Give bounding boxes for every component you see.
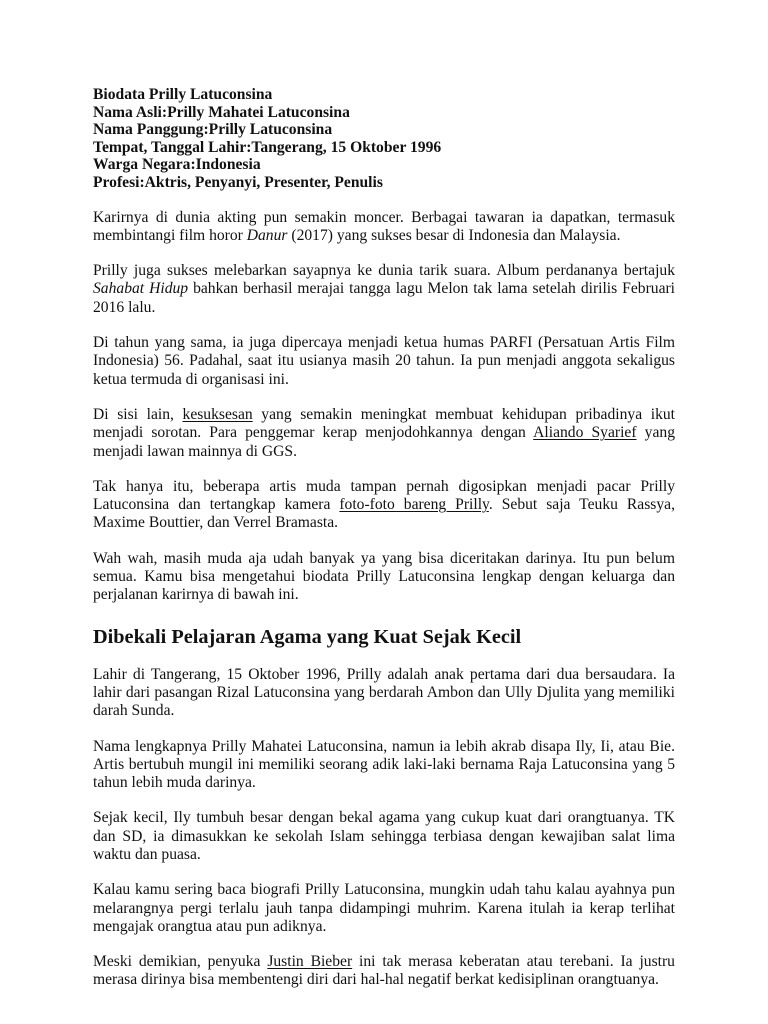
paragraph-religion: Sejak kecil, Ily tumbuh besar dengan bekal agama yang cukup kuat dari orangtuanya. TK dan SD, ia dimasukkan ke sekolah Islam sehingga terbiasa dengan kewajiban salat lima waktu dan puasa.	[93, 809, 675, 863]
biodata-block	[93, 86, 675, 192]
biodata-title: Biodata Prilly Latuconsina	[93, 86, 273, 103]
link-kesuksesan[interactable]: kesuksesan	[182, 405, 253, 423]
film-title: Danur	[246, 226, 288, 244]
biodata-stage-name: Nama Panggung:Prilly Latuconsina	[93, 121, 333, 139]
paragraph-rumors: Tak hanya itu, beberapa artis muda tampan pernah digosipkan menjadi pacar Prilly Latuconsina dan tertangkap kamera foto-foto bareng Prilly. Sebut saja Teuku Rassya, Maxime Bouttier, dan Verrel Bramasta.	[93, 477, 675, 532]
biodata-birth: Tempat, Tanggal Lahir:Tangerang, 15 Oktober 1996	[93, 138, 442, 156]
biodata-real-name: Nama Asli:Prilly Mahatei Latuconsina	[93, 103, 350, 121]
paragraph-spotlight: Di sisi lain, kesuksesan yang semakin meningkat membuat kehidupan pribadinya ikut menjadi sorotan. Para penggemar kerap menjodohkannya dengan Aliando Syarief yang menjadi lawan mainnya di GGS.	[93, 405, 675, 460]
paragraph-career: Karirnya di dunia akting pun semakin moncer. Berbagai tawaran ia dapatkan, termasuk membintangi film horor Danur (2017) yang sukses besar di Indonesia dan Malaysia.	[93, 208, 675, 244]
link-justin-bieber[interactable]: Justin Bieber	[267, 953, 353, 971]
link-aliando-syarief[interactable]: Aliando Syarief	[533, 424, 637, 442]
biodata-citizenship: Warga Negara:Indonesia	[93, 156, 261, 174]
paragraph-discipline: Meski demikian, penyuka Justin Bieber ini tak merasa keberatan atau terebani. Ia justru merasa dirinya bisa membentengi diri dari hal-hal negatif berkat kedisiplinan orangtuanya.	[93, 953, 675, 989]
paragraph-transition: Wah wah, masih muda aja udah banyak ya yang bisa diceritakan darinya. Itu pun belum semua. Kamu bisa mengetahui biodata Prilly Latuconsina lengkap dengan keluarga dan perjalanan karirnya di bawah ini.	[93, 549, 675, 604]
paragraph-music: Prilly juga sukses melebarkan sayapnya ke dunia tarik suara. Album perdananya bertajuk Sahabat Hidup bahkan berhasil merajai tangga lagu Melon tak lama setelah dirilis Februari 2016 lalu.	[93, 262, 676, 316]
paragraph-parfi: Di tahun yang sama, ia juga dipercaya menjadi ketua humas PARFI (Persatuan Artis Film Indonesia) 56. Padahal, saat itu usianya masih 20 tahun. Ia pun menjadi anggota sekaligus ketua termuda di organisasi ini.	[93, 334, 675, 388]
link-foto-bareng-prilly[interactable]: foto-foto bareng Prilly	[339, 496, 489, 514]
biodata-profession: Profesi:Aktris, Penyanyi, Presenter, Penulis	[93, 173, 383, 191]
paragraph-birth: Lahir di Tangerang, 15 Oktober 1996, Prilly adalah anak pertama dari dua bersaudara. Ia lahir dari pasangan Rizal Latuconsina yang berdarah Ambon dan Ully Djulita yang memiliki darah Sunda.	[93, 665, 675, 720]
section-heading: Dibekali Pelajaran Agama yang Kuat Sejak Kecil	[93, 625, 522, 648]
document-page	[93, 86, 675, 990]
paragraph-father: Kalau kamu sering baca biografi Prilly Latuconsina, mungkin udah tahu kalau ayahnya pun melarangnya pergi terlalu jauh tanpa didampingi muhrim. Karena itulah ia kerap terlihat mengajak orangtua atau pun adiknya.	[93, 881, 675, 935]
paragraph-nickname: Nama lengkapnya Prilly Mahatei Latuconsina, namun ia lebih akrab disapa Ily, Ii, atau Bie. Artis bertubuh mungil ini memiliki seorang adik laki-laki bernama Raja Latuconsina yang 5 tahun lebih muda darinya.	[93, 737, 675, 792]
album-title: Sahabat Hidup	[93, 280, 189, 298]
